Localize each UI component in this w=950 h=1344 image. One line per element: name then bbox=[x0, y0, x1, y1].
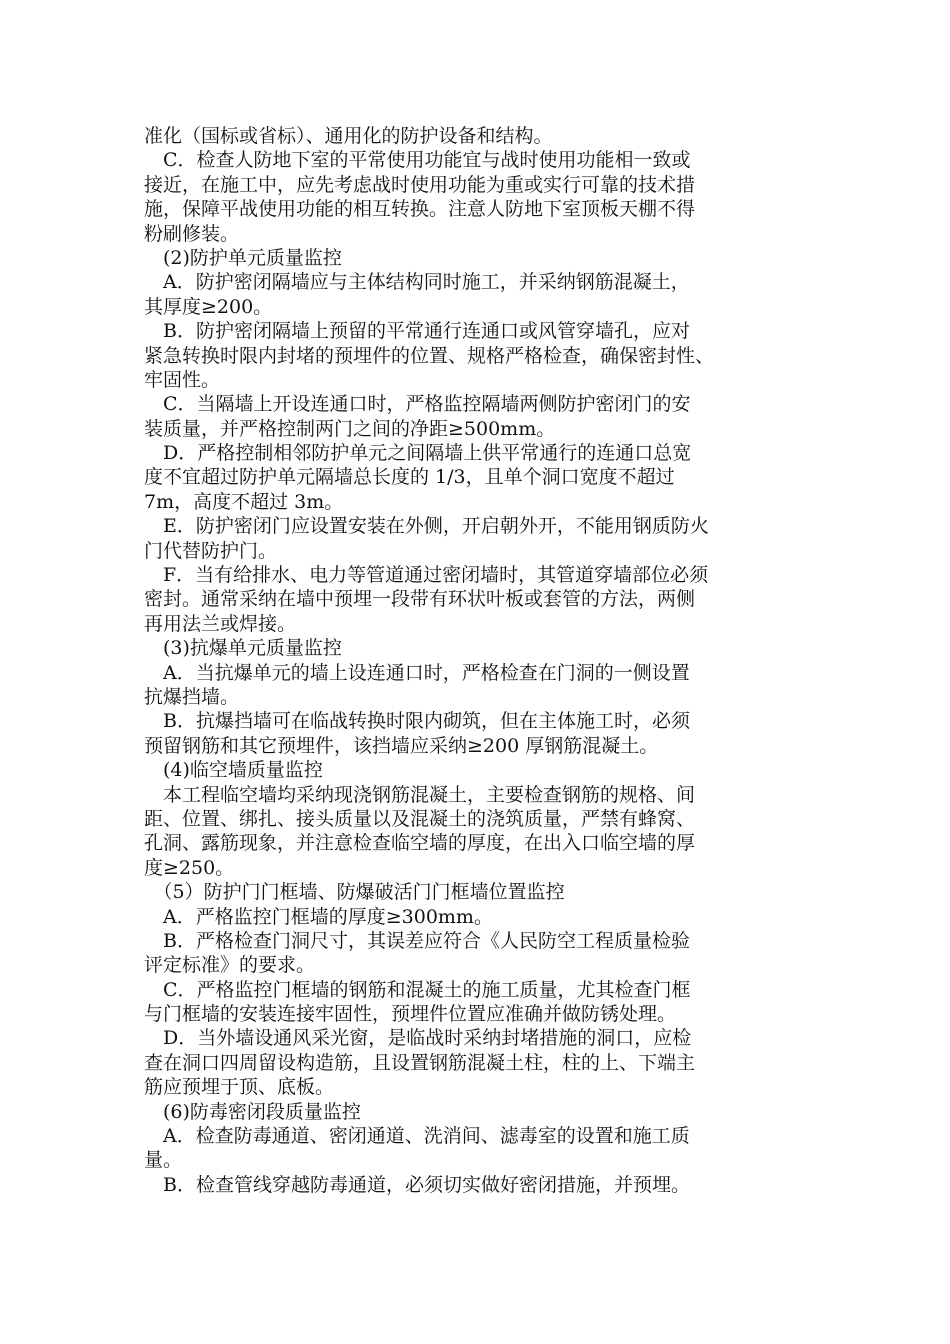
text-line: 与门框墙的安装连接牢固性，预埋件位置应准确并做防锈处理。 bbox=[144, 1003, 677, 1026]
text-line: 度≥250。 bbox=[144, 856, 235, 879]
text-line: 孔洞、露筋现象，并注意检查临空墙的厚度，在出入口临空墙的厚 bbox=[144, 832, 696, 855]
text-line: E．防护密闭门应设置安装在外侧，开启朝外开，不能用钢质防火 bbox=[144, 515, 709, 538]
text-line: 施，保障平战使用功能的相互转换。注意人防地下室顶板天棚不得 bbox=[144, 198, 696, 221]
text-line: 准化（国标或省标）、通用化的防护设备和结构。 bbox=[144, 125, 553, 147]
text-line: 其厚度≥200。 bbox=[144, 295, 273, 318]
text-line: 预留钢筋和其它预埋件，该挡墙应采纳≥200 厚钢筋混凝土。 bbox=[144, 734, 659, 757]
text-line: C．严格监控门框墙的钢筋和混凝土的施工质量，尤其检查门框 bbox=[144, 978, 691, 1001]
text-line: 门代替防护门。 bbox=[144, 539, 278, 562]
text-line: D．严格控制相邻防护单元之间隔墙上供平常通行的连通口总宽 bbox=[144, 442, 692, 465]
text-line: F．当有给排水、电力等管道通过密闭墙时，其管道穿墙部位必须 bbox=[144, 564, 709, 587]
text-line: A．检查防毒通道、密闭通道、洗消间、滤毒室的设置和施工质 bbox=[144, 1125, 690, 1148]
text-line: C．检查人防地下室的平常使用功能宜与战时使用功能相一致或 bbox=[144, 149, 691, 172]
text-line: 度不宜超过防护单元隔墙总长度的 1/3，且单个洞口宽度不超过 bbox=[144, 466, 675, 489]
section-heading: (2)防护单元质量监控 bbox=[144, 246, 342, 269]
section-heading: (3)抗爆单元质量监控 bbox=[144, 637, 342, 660]
text-line: 抗爆挡墙。 bbox=[144, 685, 240, 708]
text-line: 筋应预埋于顶、底板。 bbox=[144, 1076, 335, 1099]
text-line: 接近，在施工中，应先考虑战时使用功能为重或实行可靠的技术措 bbox=[144, 173, 696, 196]
text-line: B．防护密闭隔墙上预留的平常通行连通口或风管穿墙孔，应对 bbox=[144, 320, 690, 343]
text-line: 牢固性。 bbox=[144, 368, 221, 391]
text-line: 密封。通常采纳在墙中预埋一段带有环状叶板或套管的方法，两侧 bbox=[144, 588, 696, 611]
section-heading: (6)防毒密闭段质量监控 bbox=[144, 1100, 361, 1123]
text-line: 粉刷修装。 bbox=[144, 222, 240, 245]
text-line: A．当抗爆单元的墙上设连通口时，严格检查在门洞的一侧设置 bbox=[144, 661, 690, 684]
text-line: 评定标准》的要求。 bbox=[144, 954, 316, 977]
text-line: 本工程临空墙均采纳现浇钢筋混凝土，主要检查钢筋的规格、间 bbox=[144, 783, 696, 806]
text-line: 距、位置、绑扎、接头质量以及混凝土的浇筑质量，严禁有蜂窝、 bbox=[144, 807, 696, 830]
section-heading: （5）防护门门框墙、防爆破活门门框墙位置监控 bbox=[144, 881, 565, 904]
text-line: C．当隔墙上开设连通口时，严格监控隔墙两侧防护密闭门的安 bbox=[144, 393, 691, 416]
section-heading: (4)临空墙质量监控 bbox=[144, 759, 323, 782]
text-line: B．严格检查门洞尺寸，其误差应符合《人民防空工程质量检验 bbox=[144, 929, 690, 952]
text-line: 装质量，并严格控制两门之间的净距≥500mm。 bbox=[144, 417, 556, 440]
text-line: A．防护密闭隔墙应与主体结构同时施工，并采纳钢筋混凝土， bbox=[144, 271, 690, 294]
text-line: 紧急转换时限内封堵的预埋件的位置、规格严格检查，确保密封性、 bbox=[144, 344, 715, 367]
text-line: 查在洞口四周留设构造筋，且设置钢筋混凝土柱，柱的上、下端主 bbox=[144, 1051, 696, 1074]
text-line: B．检查管线穿越防毒通道，必须切实做好密闭措施，并预埋。 bbox=[144, 1173, 690, 1196]
text-line: 7m，高度不超过 3m。 bbox=[144, 490, 344, 513]
text-line: 量。 bbox=[144, 1149, 183, 1172]
text-line: B．抗爆挡墙可在临战转换时限内砌筑，但在主体施工时，必须 bbox=[144, 710, 690, 733]
document-body bbox=[144, 124, 824, 1197]
text-line: A．严格监控门框墙的厚度≥300mm。 bbox=[144, 905, 493, 928]
text-line: 再用法兰或焊接。 bbox=[144, 612, 297, 635]
text-line: D．当外墙设通风采光窗，是临战时采纳封堵措施的洞口，应检 bbox=[144, 1027, 692, 1050]
